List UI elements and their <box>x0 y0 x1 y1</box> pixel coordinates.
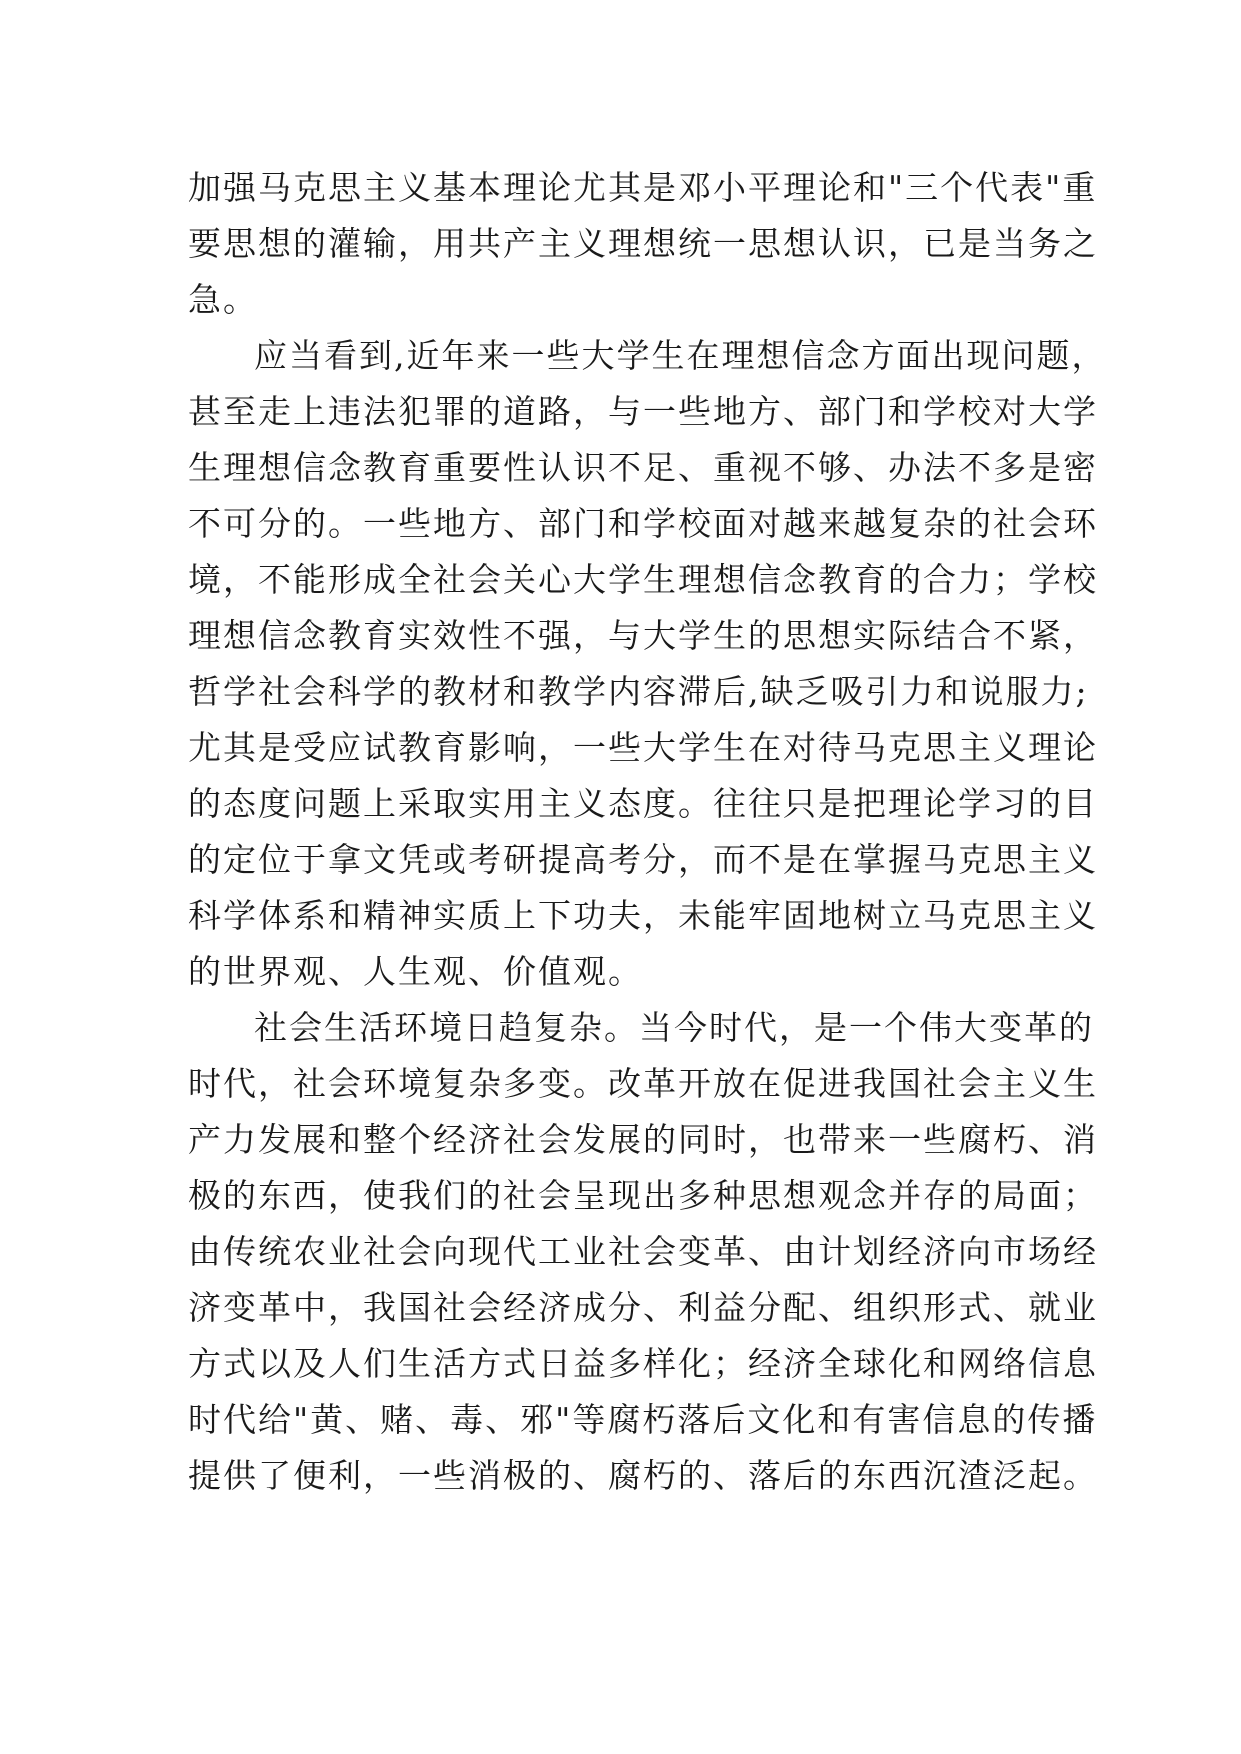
paragraph-1 <box>188 160 1098 328</box>
paragraph-2 <box>188 328 1107 1000</box>
text-line-indented: 应当看到,近年来一些大学生在理想信念方面出现问题， <box>254 336 1107 375</box>
text-line: 生理想信念教育重要性认识不足、重视不够、办法不多是密 <box>188 448 1098 487</box>
text-line: 极的东西，使我们的社会呈现出多种思想观念并存的局面； <box>188 1176 1098 1215</box>
text-line: 时代给"黄、赌、毒、邪"等腐朽落后文化和有害信息的传播 <box>188 1400 1098 1439</box>
text-line: 理想信念教育实效性不强，与大学生的思想实际结合不紧， <box>188 616 1098 655</box>
document-body <box>188 160 1107 1504</box>
text-line: 急。 <box>188 280 258 319</box>
text-line-indented: 社会生活环境日趋复杂。当今时代，是一个伟大变革的 <box>254 1008 1094 1047</box>
text-line: 由传统农业社会向现代工业社会变革、由计划经济向市场经 <box>188 1232 1098 1271</box>
text-line: 提供了便利，一些消极的、腐朽的、落后的东西沉渣泛起。 <box>188 1456 1098 1495</box>
text-line: 时代，社会环境复杂多变。改革开放在促进我国社会主义生 <box>188 1064 1098 1103</box>
text-line: 济变革中，我国社会经济成分、利益分配、组织形式、就业 <box>188 1288 1098 1327</box>
text-line: 不可分的。一些地方、部门和学校面对越来越复杂的社会环 <box>188 504 1098 543</box>
text-line: 方式以及人们生活方式日益多样化；经济全球化和网络信息 <box>188 1344 1098 1383</box>
text-line: 的世界观、人生观、价值观。 <box>188 952 643 991</box>
text-line: 的定位于拿文凭或考研提高考分，而不是在掌握马克思主义 <box>188 840 1098 879</box>
text-line: 境，不能形成全社会关心大学生理想信念教育的合力；学校 <box>188 560 1098 599</box>
text-line: 加强马克思主义基本理论尤其是邓小平理论和"三个代表"重 <box>188 168 1098 207</box>
text-line: 要思想的灌输，用共产主义理想统一思想认识，已是当务之 <box>188 224 1098 263</box>
text-line: 尤其是受应试教育影响，一些大学生在对待马克思主义理论 <box>188 728 1098 767</box>
text-line: 科学体系和精神实质上下功夫，未能牢固地树立马克思主义 <box>188 896 1098 935</box>
text-line: 产力发展和整个经济社会发展的同时，也带来一些腐朽、消 <box>188 1120 1098 1159</box>
text-line: 的态度问题上采取实用主义态度。往往只是把理论学习的目 <box>188 784 1098 823</box>
paragraph-3 <box>188 1000 1098 1504</box>
text-line: 哲学社会科学的教材和教学内容滞后,缺乏吸引力和说服力; <box>188 672 1089 711</box>
text-line: 甚至走上违法犯罪的道路，与一些地方、部门和学校对大学 <box>188 392 1098 431</box>
